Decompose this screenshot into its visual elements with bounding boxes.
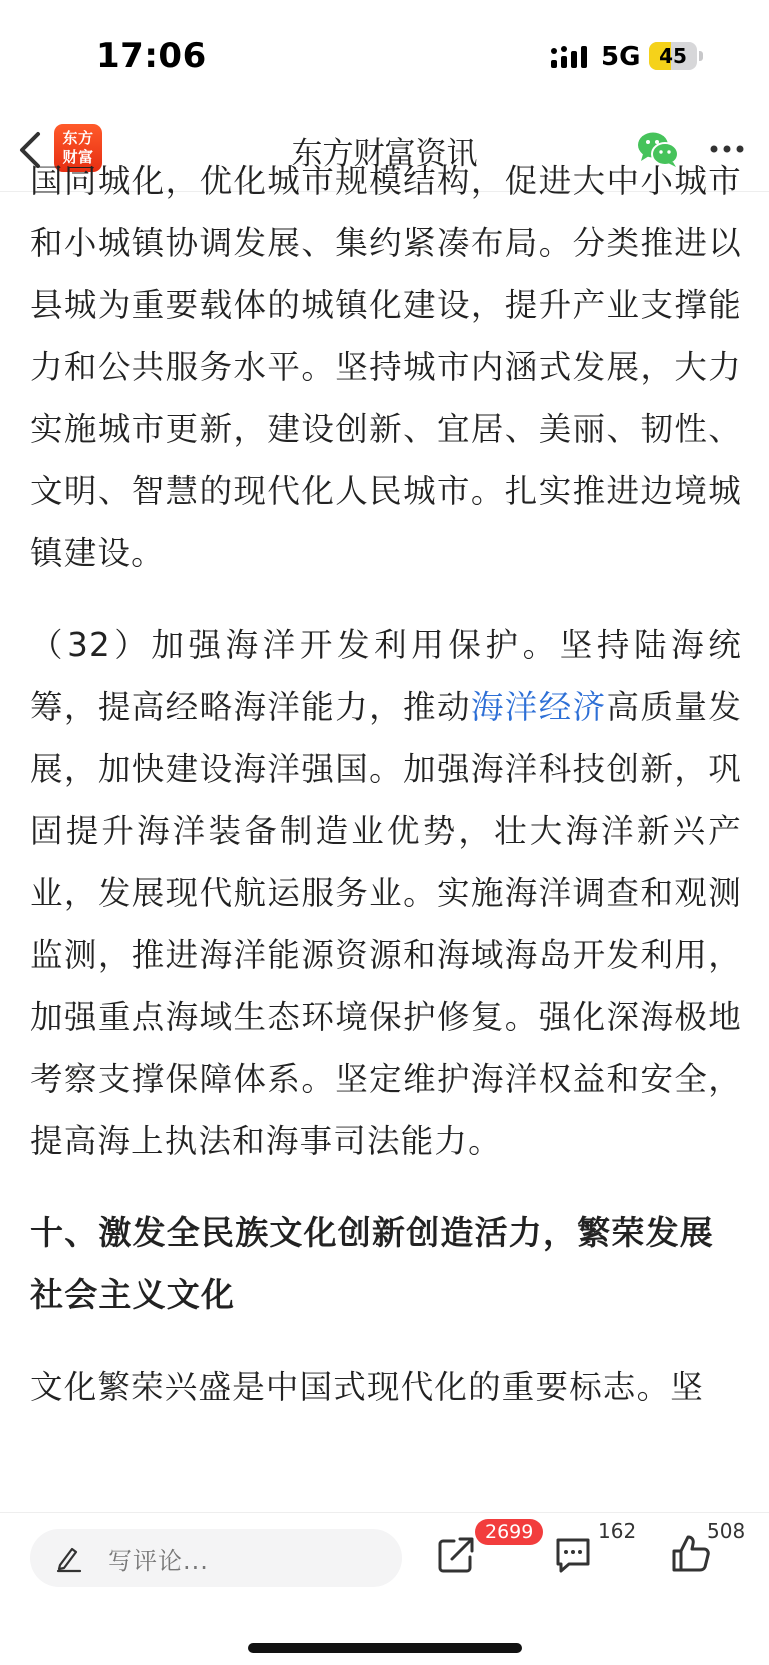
share-icon[interactable] bbox=[436, 1535, 476, 1575]
pen-icon bbox=[54, 1543, 84, 1573]
keyword-link[interactable]: 海洋经济 bbox=[470, 688, 607, 726]
article-body[interactable] bbox=[0, 162, 769, 1512]
comment-placeholder: 写评论... bbox=[108, 1547, 209, 1575]
status-bar bbox=[0, 0, 769, 108]
logo-line-2: 财富 bbox=[62, 148, 94, 166]
paragraph-text: 高质量发展，加快建设海洋强国。加强海洋科技创新，巩固提升海洋装备制造业优势，壮大海洋新兴产业，发展现代航运服务业。实施海洋调查和观测监测，推进海洋能源资源和海域海岛开发利用，加强重点海域生态环境保护修复。强化深海极地考察支撑保障体系。坚定维护海洋权益和安全，提高海上执法和海事司法能力。 bbox=[30, 688, 742, 1160]
article-paragraph bbox=[30, 614, 742, 1172]
thumbs-up-icon[interactable] bbox=[670, 1533, 712, 1575]
like-count: 508 bbox=[707, 1519, 746, 1543]
battery-icon bbox=[649, 42, 703, 70]
article-paragraph: 国同城化，优化城市规模结构，促进大中小城市和小城镇协调发展、集约紧凑布局。分类推进以县城为重要载体的城镇化建设，提升产业支撑能力和公共服务水平。坚持城市内涵式发展，大力实施城市更新，建设创新、宜居、美丽、韧性、文明、智慧的现代化人民城市。扎实推进边境城镇建设。 bbox=[30, 162, 742, 572]
comment-count: 162 bbox=[598, 1519, 637, 1543]
signal-icon bbox=[551, 46, 591, 70]
share-count-badge: 2699 bbox=[475, 1519, 543, 1545]
network-label: 5G bbox=[601, 42, 641, 72]
logo-line-1: 东方 bbox=[62, 129, 94, 147]
comment-icon[interactable] bbox=[553, 1535, 593, 1575]
comment-input[interactable] bbox=[30, 1529, 402, 1587]
battery-percent: 45 bbox=[659, 44, 687, 68]
bottom-action-bar bbox=[0, 1512, 769, 1665]
paragraph-text: （32）加强海洋开发利用保护。坚持陆海统筹，提高经略海洋能力，推动 bbox=[30, 626, 742, 726]
home-indicator[interactable] bbox=[248, 1643, 522, 1653]
page-title: 东方财富资讯 bbox=[291, 136, 478, 172]
status-time: 17:06 bbox=[96, 36, 207, 76]
section-heading: 十、激发全民族文化创新创造活力，繁荣发展社会主义文化 bbox=[30, 1213, 714, 1314]
article-paragraph: 文化繁荣兴盛是中国式现代化的重要标志。坚 bbox=[30, 1368, 705, 1406]
